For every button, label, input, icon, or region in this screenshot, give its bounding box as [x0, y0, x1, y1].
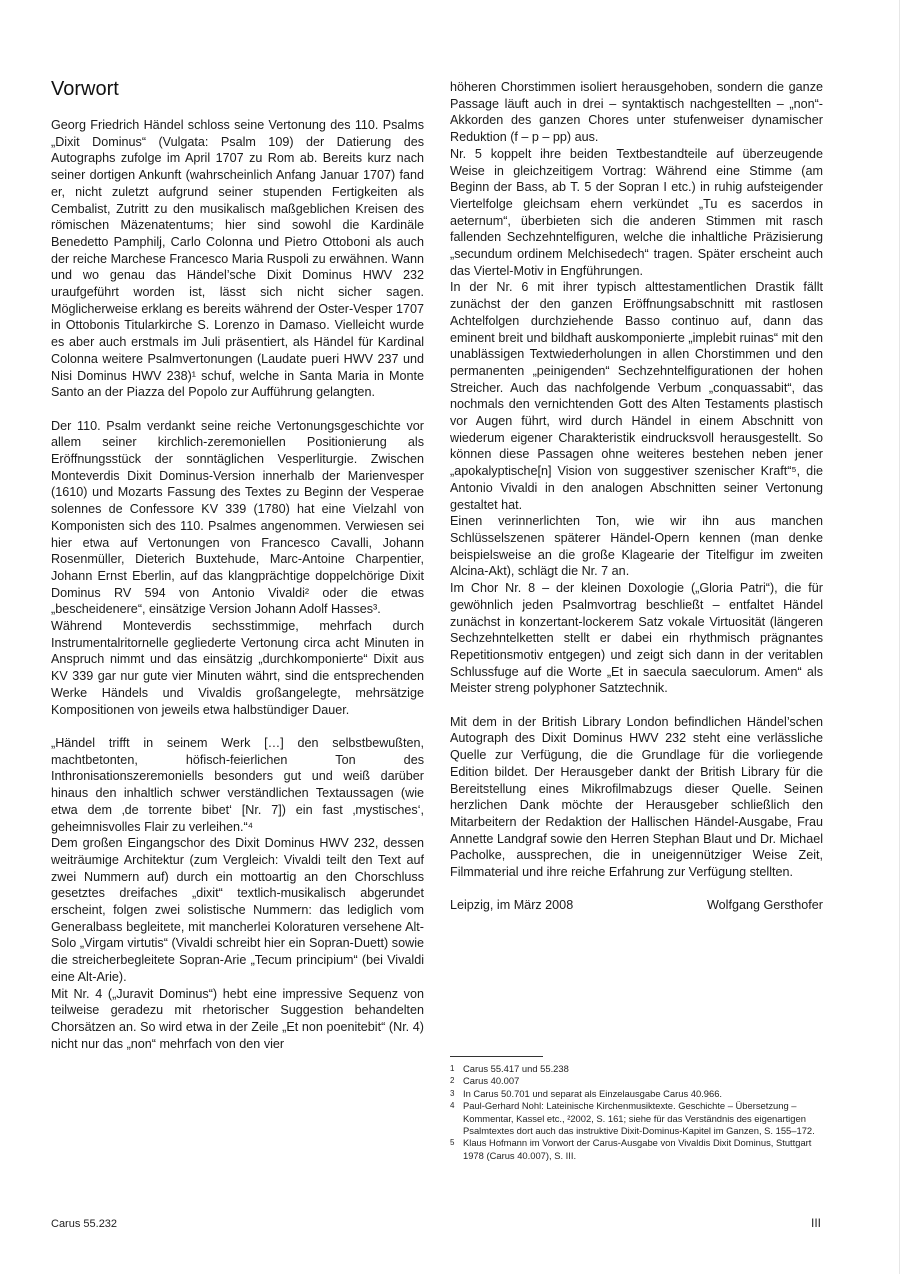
page-number: III — [810, 1216, 821, 1230]
paragraph: Nr. 5 koppelt ihre beiden Textbestandteile auf überzeugende Weise in gleichzeitigem Vortrag: Während eine Stimme (am Beginn der Bass, ab T. 5 der Sopran I etc.) in ruhig aufsteigender Viertelfolge gleichsam ehern verkündet „Tu es sacerdos in aeternum“, überbieten sich die anderen Stimmen mit rasch fallenden Sechzehntelfiguren, welche die inhaltliche Präzisierung „secundum ordinem Melchisedech“ tragen. Später erscheint auch das Viertel-Motiv in Engführungen. — [450, 146, 823, 278]
place-date: Leipzig, im März 2008 — [450, 897, 574, 912]
paragraph: In der Nr. 6 mit ihrer typisch alttestamentlichen Drastik fällt zunächst der den ganzen Eröffnungsabschnitt mit rastlosen Achtelfolgen durchziehende Basso continuo auf, dann das eminent breit und bildhaft auskomponierte „implebit ruinas“ mit den unablässigen Textwiederholungen in allen Chorstimmen und den permanenten „peinigenden“ Sechzehntelfigurationen der hohen Streicher. Auch das nachfolgende Verbum „conquassabit“, das nochmals den vernichtenden Gott des Alten Testaments plastisch vor Augen führt, wird durch Händel in einem Abschnitt von wiederum eigener Charakteristik eindrucksvoll herausgestellt. So können diese Passagen ohne weiteres bestehen neben jener „apokalyptische[n] Vision von suggestiver szenischer Kraft“⁵, die Antonio Vivaldi in den analogen Abschnitten seiner Vertonung gestaltet hat. — [450, 280, 823, 512]
footnote-text: Carus 40.007 — [463, 1075, 520, 1087]
footnote-text: In Carus 50.701 und separat als Einzelausgabe Carus 40.966. — [463, 1087, 723, 1099]
paragraph: Während Monteverdis sechsstimmige, mehrfach durch Instrumentalritornelle gegliederte Vertonung circa acht Minuten in Anspruch nimmt und das einsätzig „durchkomponierte“ Dixit aus KV 339 gar nur gute vier Minuten währt, sind die entsprechenden Werke Händels und Vivaldis großangelegte, mehrsätzige Kompositionen von jeweils etwa halbstündiger Dauer. — [51, 619, 424, 717]
acknowledgement-paragraph: Mit dem in der British Library London befindlichen Händel’schen Autograph des Dixit Dominus HWV 232 steht eine verlässliche Quelle zur Verfügung, die die Grundlage für die vorliegende Edition bildet. Der Herausgeber dankt der British Library für die Bereitstellung eines Mikrofilmabzugs dieser Quelle. Seinen herzlichen Dank möchte der Herausgeber schließlich den Mitarbeitern der Redaktion der Hallischen Händel-Ausgabe, Frau Annette Landgraf sowie den Herren Stephan Blaut und Dr. Michael Pacholke, aussprechen, die in uneigennütziger Weise Zeit, Filmmaterial und ihre reiche Erfahrung zur Verfügung stellten. — [450, 714, 823, 880]
footnote-text: Klaus Hofmann im Vorwort der Carus-Ausgabe von Vivaldis Dixit Dominus, Stuttgart 1978 (Carus 40.007), S. III. — [463, 1137, 812, 1161]
footnote-number: 3 — [450, 1088, 455, 1098]
footnote-number: 4 — [450, 1101, 455, 1111]
footnote-text: Paul-Gerhard Nohl: Lateinische Kirchenmusiktexte. Geschichte – Übersetzung – Kommentar, Kassel etc., ²2002, S. 161; siehe für das Verständnis des eigenartigen Psalmtextes dort auch das instruktive Dixit-Dominus-Kapitel im Ganzen, S. 155–172. — [463, 1100, 815, 1137]
footnote — [450, 1100, 823, 1137]
signature-line — [450, 897, 823, 914]
footnote-number: 5 — [450, 1138, 455, 1148]
footnote — [450, 1075, 823, 1087]
paragraph: Mit Nr. 4 („Juravit Dominus“) hebt eine impressive Sequenz von teilweise geradezu mit rhetorischer Suggestion behandelten Chorsätzen an. So wird etwa in der Zeile „Et non poenitebit“ (Nr. 4) nicht nur das „non“ mehrfach von den vier — [51, 986, 424, 1051]
quotation-paragraph: „Händel trifft in seinem Werk […] den selbstbewußten, machtbetonten, höfisch-feierlichen Ton des Inthronisationszeremoniells besonders gut und weiß darüber hinaus den inhaltlich schwer verständlichen Textaussagen (wie etwa dem ‚de torrente bibet‘ [Nr. 7]) ein fast ‚mystisches‘, geheimnisvolles Flair zu verleihen.“⁴ — [51, 735, 424, 834]
footnote-number: 1 — [450, 1064, 455, 1073]
paragraph: Dem großen Eingangschor des Dixit Dominus HWV 232, dessen weiträumige Architektur (zum Vergleich: Vivaldi teilt den Text auf zwei Nummern auf) durch ein mottoartig an den Chorschluss gesetztes dreifaches „dixit“ textlich-musikalisch abgerundet erscheint, folgen zwei solistische Nummern: das lediglich vom Generalbass begleitete, mit mancherlei Koloraturen versehene Alt-Solo „Virgam virtutis“ (Vivaldi schreibt hier ein Sopran-Duett) sowie die streicherbegleitete Sopran-Arie „Tecum principium“ (bei Vivaldi eine Alt-Arie). — [51, 836, 424, 984]
right-column — [450, 79, 823, 913]
catalog-number: Carus 55.232 — [51, 1218, 118, 1230]
footnotes — [450, 1063, 823, 1162]
page-title: Vorwort — [51, 78, 119, 100]
paragraph: Der 110. Psalm verdankt seine reiche Vertonungsgeschichte vor allem seiner kirchlich-zeremoniellen Positionierung als Eröffnungsstück der sonntäglichen Vesperliturgie. Zwischen Monteverdis Dixit Dominus-Version innerhalb der Marienvesper (1610) und Mozarts Fassung des Textes zu Beginn der Vesperae solennes de Confessore KV 339 (1780) hat eine Vielzahl von Komponisten sich des 110. Psalmes angenommen. Verwiesen sei hier etwa auf Vertonungen von Francesco Cavalli, Johann Rosenmüller, Dieterich Buxtehude, Marc-Antoine Charpentier, Johann Ernst Eberlin, auf das klangprächtige doppelchörige Dixit Dominus RV 594 von Antonio Vivaldi² oder die etwas „bescheidenere“, einsätzige Version Johann Adolf Hasses³. — [51, 418, 424, 617]
footnote — [450, 1137, 823, 1162]
paragraph: Im Chor Nr. 8 – der kleinen Doxologie („Gloria Patri“), die für gewöhnlich jeden Psalmvortrag beschließt – entfaltet Händel zunächst in konzertant-lockerem Satz vokale Virtuosität (längeren Sechzehntelketten stellt er dabei ein rhythmisch prägnantes Repetitionsmotiv entgegen) und zeigt sich dann in der veritablen Schlussfuge auf die Worte „Et in saecula saeculorum. Amen“ als Meister streng polyphoner Satztechnik. — [450, 581, 823, 696]
footnote — [450, 1063, 823, 1075]
footnote-text: Carus 55.417 und 55.238 — [463, 1063, 569, 1074]
left-column — [51, 78, 424, 1052]
footnote-divider — [450, 1056, 543, 1057]
footnote-number: 2 — [450, 1076, 455, 1086]
paragraph: höheren Chorstimmen isoliert herausgehoben, sondern die ganze Passage läuft auch in drei – syntaktisch nachgestellten – „non“-Akkorden des ganzen Chores unter stufenweiser dynamischer Reduktion (f – p – pp) aus. — [450, 80, 823, 145]
paragraph: Georg Friedrich Händel schloss seine Vertonung des 110. Psalms „Dixit Dominus“ (Vulgata: Psalm 109) der Datierung des Autographs zufolge im April 1707 zu Rom ab. Bereits kurz nach seiner dortigen Ankunft (wahrscheinlich Anfang Januar 1707) fand er, nicht zuletzt aufgrund seiner stupenden Fertigkeiten als Cembalist, Zutritt zu den musikalisch maßgeblichen Kreisen des römischen Mäzenatentums; hier sind sowohl die Kardinäle Benedetto Pamphilj, Carlo Colonna und Pietro Ottoboni als auch der reiche Marchese Francesco Maria Ruspoli zu erwähnen. Wann und wo genau das Händel’sche Dixit Dominus HWV 232 uraufgeführt worden ist, lässt sich nicht sicher sagen. Möglicherweise erklang es bereits während der Oster-Vesper 1707 in Ottobonis Titularkirche S. Lorenzo in Damaso. Vielleicht wurde es aber auch erstmals im Juli präsentiert, als Händel für Kardinal Colonna weitere Psalmvertonungen (Laudate pueri HWV 237 und Nisi Dominus HWV 238)¹ schuf, welche in Santa Maria in Monte Santo an der Piazza del Popolo zur Aufführung gelangten. — [51, 118, 424, 400]
footnote — [450, 1088, 823, 1100]
author-name: Wolfgang Gersthofer — [707, 897, 823, 912]
paragraph: Einen verinnerlichten Ton, wie wir ihn aus manchen Schlüsselszenen späterer Händel-Opern kennen (man denke beispielsweise an die große Klagearie der Titelfigur im zweiten Alcina-Akt), schlägt die Nr. 7 an. — [450, 514, 823, 579]
